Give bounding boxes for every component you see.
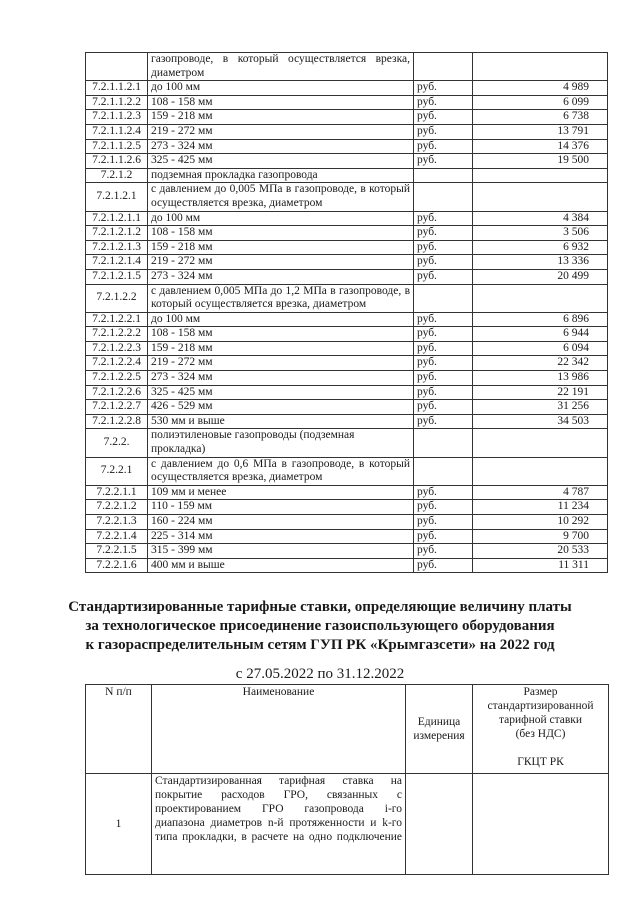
table-row bbox=[86, 255, 608, 270]
table-row bbox=[86, 95, 608, 110]
row-value: 3 506 bbox=[473, 226, 608, 241]
row-name: до 100 мм bbox=[148, 81, 414, 96]
row-value: 6 099 bbox=[473, 95, 608, 110]
row-unit: руб. bbox=[414, 327, 473, 342]
row-unit: руб. bbox=[414, 485, 473, 500]
row-name: 219 - 272 мм bbox=[148, 356, 414, 371]
row-name-line: Стандартизированная тарифная ставка на bbox=[155, 775, 402, 787]
row-unit: руб. bbox=[414, 312, 473, 327]
row-value: 10 292 bbox=[473, 515, 608, 530]
row-value: 11 311 bbox=[473, 558, 608, 573]
table-row bbox=[86, 312, 608, 327]
row-name: 273 - 324 мм bbox=[148, 269, 414, 284]
row-value: 4 384 bbox=[473, 211, 608, 226]
row-name: 225 - 314 мм bbox=[148, 529, 414, 544]
row-name: 325 - 425 мм bbox=[148, 385, 414, 400]
row-value: 6 944 bbox=[473, 327, 608, 342]
row-code: 7.2.2.1.3 bbox=[86, 515, 148, 530]
table-row bbox=[86, 124, 608, 139]
row-code: 7.2.2.1 bbox=[86, 457, 148, 485]
table-row bbox=[86, 400, 608, 415]
row-unit: руб. bbox=[414, 124, 473, 139]
row-unit: руб. bbox=[414, 211, 473, 226]
row-value: 19 500 bbox=[473, 154, 608, 169]
table-row bbox=[86, 500, 608, 515]
row-value: 13 986 bbox=[473, 371, 608, 386]
row-code: 7.2.2. bbox=[86, 429, 148, 457]
table-row bbox=[86, 226, 608, 241]
header-name: Наименование bbox=[152, 685, 406, 774]
table-row bbox=[86, 385, 608, 400]
row-code: 7.2.1.2.2.7 bbox=[86, 400, 148, 415]
row-code: 7.2.2.1.4 bbox=[86, 529, 148, 544]
row-name: 108 - 158 мм bbox=[148, 95, 414, 110]
row-name: 315 - 399 мм bbox=[148, 544, 414, 559]
row-unit: руб. bbox=[414, 529, 473, 544]
table-row bbox=[86, 154, 608, 169]
row-code: 7.2.1.2.2.5 bbox=[86, 371, 148, 386]
section-title-line: Стандартизированные тарифные ставки, определяющие величину платы bbox=[68, 599, 572, 615]
row-code: 7.2.2.1.2 bbox=[86, 500, 148, 515]
row-name: 426 - 529 мм bbox=[148, 400, 414, 415]
row-code: 7.2.1.2.2.2 bbox=[86, 327, 148, 342]
header-size bbox=[473, 685, 609, 774]
row-value: 22 191 bbox=[473, 385, 608, 400]
row-unit: руб. bbox=[414, 500, 473, 515]
table-row bbox=[86, 53, 608, 81]
row-unit: руб. bbox=[414, 371, 473, 386]
row-value bbox=[473, 429, 608, 457]
row-value: 20 499 bbox=[473, 269, 608, 284]
row-code: 7.2.1.2.2.6 bbox=[86, 385, 148, 400]
header-row bbox=[86, 685, 609, 774]
standard-rates-table bbox=[85, 684, 609, 875]
table-row bbox=[86, 558, 608, 573]
header-size-line: стандартизированной bbox=[487, 700, 594, 712]
row-unit: руб. bbox=[414, 385, 473, 400]
row-code: 7.2.1.1.2.2 bbox=[86, 95, 148, 110]
table-row bbox=[86, 327, 608, 342]
row-name: 325 - 425 мм bbox=[148, 154, 414, 169]
row-unit bbox=[414, 183, 473, 211]
table-row bbox=[86, 211, 608, 226]
section-title-line: к газораспределительным сетям ГУП РК «Крымгазсети» на 2022 год bbox=[85, 637, 555, 653]
row-code: 7.2.1.1.2.5 bbox=[86, 139, 148, 154]
row-unit: руб. bbox=[414, 139, 473, 154]
row-value: 6 932 bbox=[473, 240, 608, 255]
row-unit: руб. bbox=[414, 414, 473, 429]
row-code: 7.2.2.1.6 bbox=[86, 558, 148, 573]
row-unit: руб. bbox=[414, 341, 473, 356]
row-unit: руб. bbox=[414, 255, 473, 270]
row-code: 7.2.1.2.1.5 bbox=[86, 269, 148, 284]
row-name-line: диапазона диаметров n-й протяженности и k-го bbox=[155, 817, 402, 829]
row-value: 13 791 bbox=[473, 124, 608, 139]
row-unit bbox=[406, 774, 473, 875]
row-name: 400 мм и выше bbox=[148, 558, 414, 573]
row-value: 22 342 bbox=[473, 356, 608, 371]
row-unit bbox=[414, 457, 473, 485]
row-unit: руб. bbox=[414, 544, 473, 559]
table-row bbox=[86, 183, 608, 211]
row-value: 4 989 bbox=[473, 81, 608, 96]
row-code: 7.2.1.2.1.2 bbox=[86, 226, 148, 241]
header-size-line: (без НДС) bbox=[515, 728, 566, 740]
header-unit: Единица измерения bbox=[406, 685, 473, 774]
row-name: 219 - 272 мм bbox=[148, 255, 414, 270]
row-unit bbox=[414, 53, 473, 81]
row-value bbox=[473, 284, 608, 312]
row-name: 219 - 272 мм bbox=[148, 124, 414, 139]
row-code: 7.2.1.2.1.3 bbox=[86, 240, 148, 255]
table-row bbox=[86, 269, 608, 284]
row-value bbox=[473, 168, 608, 183]
table-row bbox=[86, 356, 608, 371]
row-value: 6 738 bbox=[473, 110, 608, 125]
row-code: 7.2.1.2.2.8 bbox=[86, 414, 148, 429]
row-unit: руб. bbox=[414, 558, 473, 573]
table-row bbox=[86, 414, 608, 429]
table-row bbox=[86, 139, 608, 154]
row-unit: руб. bbox=[414, 110, 473, 125]
row-code: 7.2.1.2.2 bbox=[86, 284, 148, 312]
row-code: 7.2.1.2.2.1 bbox=[86, 312, 148, 327]
row-code: 7.2.1.2.2.3 bbox=[86, 341, 148, 356]
row-unit: руб. bbox=[414, 81, 473, 96]
row-value: 14 376 bbox=[473, 139, 608, 154]
row-value: 31 256 bbox=[473, 400, 608, 415]
table-row bbox=[86, 529, 608, 544]
row-name: газопроводе, в который осуществляется врезка, диаметром bbox=[148, 53, 414, 81]
row-name: 273 - 324 мм bbox=[148, 371, 414, 386]
table-row bbox=[86, 341, 608, 356]
row-value: 20 533 bbox=[473, 544, 608, 559]
row-name: 159 - 218 мм bbox=[148, 341, 414, 356]
row-value bbox=[473, 457, 608, 485]
row-value: 13 336 bbox=[473, 255, 608, 270]
row-unit: руб. bbox=[414, 154, 473, 169]
row-value bbox=[473, 183, 608, 211]
row-code: 7.2.1.1.2.1 bbox=[86, 81, 148, 96]
row-name: 530 мм и выше bbox=[148, 414, 414, 429]
header-size-line: ГКЦТ РК bbox=[517, 756, 564, 768]
row-name: 273 - 324 мм bbox=[148, 139, 414, 154]
row-unit: руб. bbox=[414, 515, 473, 530]
row-value bbox=[473, 774, 609, 875]
row-unit: руб. bbox=[414, 400, 473, 415]
row-code: 7.2.1.2 bbox=[86, 168, 148, 183]
period-label: с 27.05.2022 по 31.12.2022 bbox=[235, 666, 405, 682]
table-row bbox=[86, 168, 608, 183]
row-code: 7.2.1.2.1 bbox=[86, 183, 148, 211]
row-code: 7.2.2.1.1 bbox=[86, 485, 148, 500]
row-unit: руб. bbox=[414, 356, 473, 371]
row-name: 160 - 224 мм bbox=[148, 515, 414, 530]
row-unit: руб. bbox=[414, 269, 473, 284]
row-value: 6 094 bbox=[473, 341, 608, 356]
row-value bbox=[473, 53, 608, 81]
row-name: с давлением 0,005 МПа до 1,2 МПа в газопроводе, в который осуществляется врезка, диаметром bbox=[148, 284, 414, 312]
rates-table bbox=[85, 52, 608, 573]
table-row bbox=[86, 110, 608, 125]
section-title bbox=[40, 598, 600, 655]
row-name: с давлением до 0,005 МПа в газопроводе, в который осуществляется врезка, диаметром bbox=[148, 183, 414, 211]
header-size-line: Размер bbox=[523, 686, 558, 698]
row-value: 6 896 bbox=[473, 312, 608, 327]
row-name: подземная прокладка газопровода bbox=[148, 168, 414, 183]
table-row bbox=[86, 284, 608, 312]
table-row bbox=[86, 457, 608, 485]
row-unit: руб. bbox=[414, 95, 473, 110]
row-name: до 100 мм bbox=[148, 312, 414, 327]
table-row bbox=[86, 544, 608, 559]
row-code: 7.2.1.1.2.6 bbox=[86, 154, 148, 169]
row-name-line: проектированием ГРО газопровода i-го bbox=[155, 803, 402, 815]
table-row bbox=[86, 774, 609, 875]
row-value: 9 700 bbox=[473, 529, 608, 544]
row-unit: руб. bbox=[414, 240, 473, 255]
row-code: 7.2.1.1.2.4 bbox=[86, 124, 148, 139]
header-num: N п/п bbox=[86, 685, 152, 774]
table-row bbox=[86, 485, 608, 500]
row-name: с давлением до 0,6 МПа в газопроводе, в который осуществляется врезка, диаметром bbox=[148, 457, 414, 485]
row-name: 108 - 158 мм bbox=[148, 226, 414, 241]
table-row bbox=[86, 429, 608, 457]
section-title-line: за технологическое присоединение газоиспользующего оборудования bbox=[85, 618, 555, 634]
row-unit: руб. bbox=[414, 226, 473, 241]
row-name: 110 - 159 мм bbox=[148, 500, 414, 515]
row-code: 7.2.2.1.5 bbox=[86, 544, 148, 559]
table-row bbox=[86, 240, 608, 255]
row-code: 7.2.1.2.1.1 bbox=[86, 211, 148, 226]
row-unit bbox=[414, 168, 473, 183]
row-value: 4 787 bbox=[473, 485, 608, 500]
row-code: 7.2.1.2.1.4 bbox=[86, 255, 148, 270]
row-code: 7.2.1.2.2.4 bbox=[86, 356, 148, 371]
table-row bbox=[86, 515, 608, 530]
row-name-line: типа прокладки, в расчете на одно подключение bbox=[155, 831, 402, 843]
row-unit bbox=[414, 429, 473, 457]
rates-table-body bbox=[86, 53, 608, 573]
row-code: 7.2.1.1.2.3 bbox=[86, 110, 148, 125]
row-name bbox=[152, 774, 406, 875]
row-name: 108 - 158 мм bbox=[148, 327, 414, 342]
row-name: полиэтиленовые газопроводы (подземная прокладка) bbox=[148, 429, 414, 457]
row-num: 1 bbox=[86, 774, 152, 875]
table-row bbox=[86, 81, 608, 96]
row-name: 159 - 218 мм bbox=[148, 110, 414, 125]
row-code bbox=[86, 53, 148, 81]
row-name-line: покрытие расходов ГРО, связанных с bbox=[155, 789, 402, 801]
row-name: 109 мм и менее bbox=[148, 485, 414, 500]
row-name: до 100 мм bbox=[148, 211, 414, 226]
row-unit bbox=[414, 284, 473, 312]
row-value: 11 234 bbox=[473, 500, 608, 515]
row-name: 159 - 218 мм bbox=[148, 240, 414, 255]
header-size-line: тарифной ставки bbox=[498, 714, 583, 726]
table-row bbox=[86, 371, 608, 386]
row-value: 34 503 bbox=[473, 414, 608, 429]
